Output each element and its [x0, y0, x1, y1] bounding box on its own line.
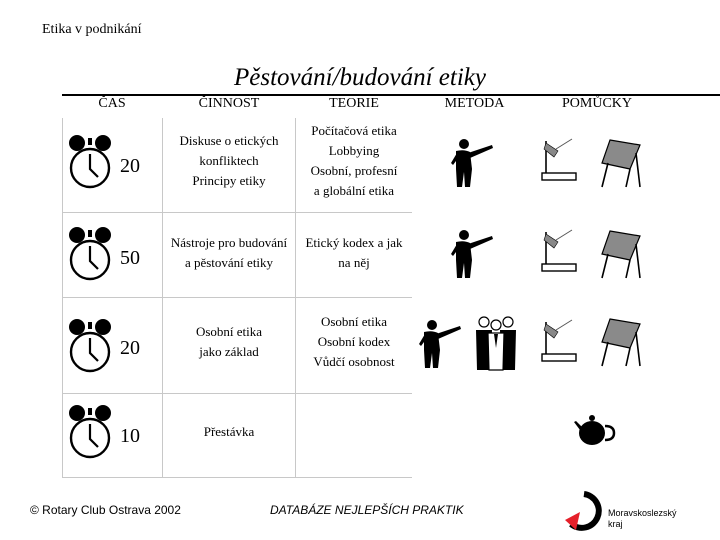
region-logo-icon — [562, 490, 606, 534]
row-3-cinnost: Osobní etika jako základ — [195, 324, 263, 359]
column-header-metoda: METODA — [444, 96, 505, 111]
overhead-projector-icon — [540, 318, 578, 364]
row-1-time: 20 — [120, 155, 140, 177]
row-1-teorie: Počítačová etika Lobbying Osobní, profesní a globální etika — [310, 123, 398, 198]
row-4-cinnost: Přestávka — [203, 424, 255, 439]
grid-line-row2 — [62, 297, 412, 298]
alarm-clock-icon — [68, 404, 112, 460]
footer-database-label: DATABÁZE NEJLEPŠÍCH PRAKTIK — [270, 503, 464, 517]
grid-line-left — [62, 118, 63, 478]
alarm-clock-icon — [68, 226, 112, 282]
speaker-silhouette-icon — [448, 137, 496, 189]
overhead-projector-icon — [540, 137, 578, 183]
row-1-cinnost: Diskuse o etických konfliktech Principy etiky — [179, 133, 279, 188]
teapot-icon — [574, 412, 618, 450]
row-2-cinnost: Nástroje pro budování a pěstování etiky — [170, 235, 288, 270]
grid-line-row1 — [62, 212, 412, 213]
header-label: Etika v podnikání — [42, 22, 142, 37]
alarm-clock-icon — [68, 134, 112, 190]
footer-copyright: © Rotary Club Ostrava 2002 — [30, 503, 181, 517]
row-4-time: 10 — [120, 425, 140, 447]
page-title: Pěstování/budování etiky — [233, 64, 486, 91]
flipchart-icon — [600, 137, 644, 189]
overhead-projector-icon — [540, 228, 578, 274]
row-3-teorie: Osobní etika Osobní kodex Vůdčí osobnost — [313, 314, 395, 369]
alarm-clock-icon — [68, 318, 112, 374]
row-3-time: 20 — [120, 337, 140, 359]
row-2-teorie: Etický kodex a jak na něj — [305, 235, 403, 270]
column-header-teorie: TEORIE — [329, 96, 379, 111]
row-2-time: 50 — [120, 247, 140, 269]
column-header-cinnost: ČINNOST — [198, 96, 260, 111]
column-header-cas: ČAS — [98, 96, 126, 111]
grid-line-row3 — [62, 393, 412, 394]
speaker-silhouette-icon — [416, 318, 464, 370]
region-logo-text: Moravskoslezský kraj — [608, 508, 677, 529]
flipchart-icon — [600, 316, 644, 368]
people-group-icon — [470, 314, 522, 372]
column-header-pomucky: POMŮCKY — [561, 96, 632, 111]
grid-line-bottom — [62, 477, 412, 478]
speaker-silhouette-icon — [448, 228, 496, 280]
flipchart-icon — [600, 228, 644, 280]
